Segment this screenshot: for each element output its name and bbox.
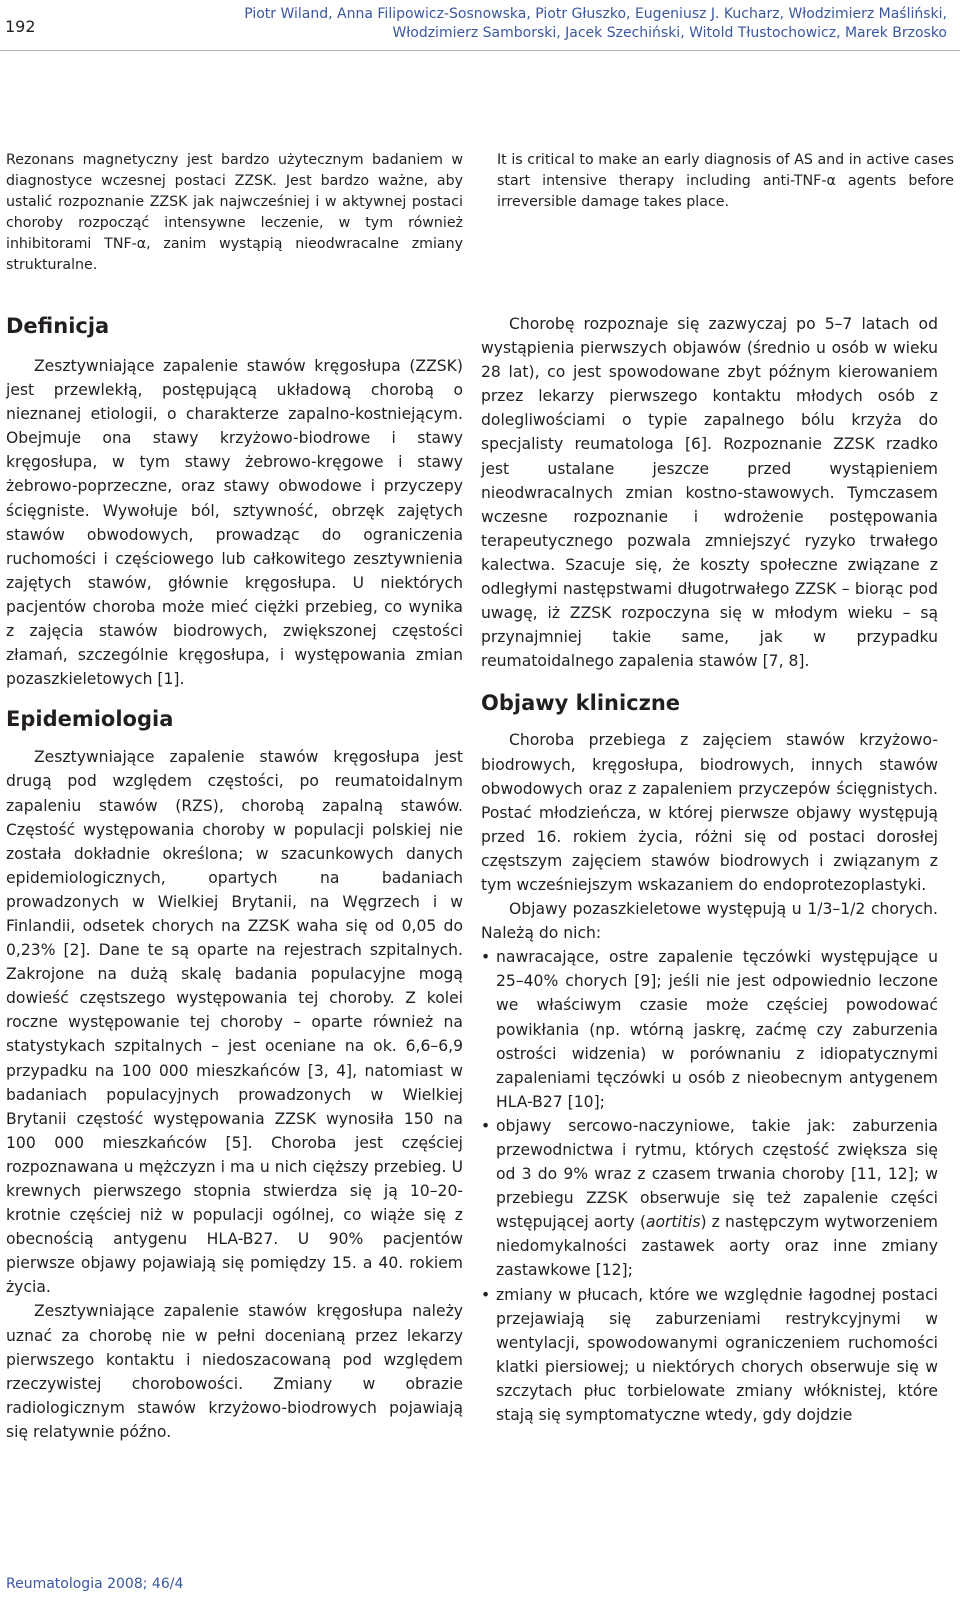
diagnosis-paragraph: Chorobę rozpoznaje się zazwyczaj po 5–7 latach od wystąpienia pierwszych objawów (średnio u osób w wieku 28 lat), co jest spowodowane zbyt późnym kierowaniem przez lekarzy pierwszego kontaktu młodych osób z dolegliwościami o typie zapalnego bólu krzyża do specjalisty reumatologa [6]. Rozpoznanie ZZSK rzadko jest ustalane jeszcze przed wystąpieniem nieodwracalnych zmian kostno-stawowych. Tymczasem wczesne rozpoznanie i wdrożenie postępowania terapeutycznego pozwala zmniejszyć ryzyko trwałego kalectwa. Szacuje się, że koszty społeczne związane z odległymi następstwami długotrwałego ZZSK – biorąc pod uwagę, iż ZZSK rozpoczyna się w młodym wieku – są przynajmniej takie same, jak w przypadku reumatoidalnego zapalenia stawów [7, 8].: [481, 315, 938, 671]
extra-skeletal-symptoms-list: [481, 945, 938, 1427]
authors-line-1: Piotr Wiland, Anna Filipowicz-Sosnowska, Piotr Głuszko, Eugeniusz J. Kucharz, Włodzimierz Maśliński,: [244, 6, 947, 22]
list-item: • nawracające, ostre zapalenie tęczówki występujące u 25–40% chorych [9]; jeśli nie jest odpowiednio leczone we właściwym czasie może częściej powodować powikłania (np. wtórną jaskrę, zaćmę czy zaburzenia ostrości widzenia) w porównaniu z idiopatycznymi zapaleniami tęczówki u osób z nieobecnym antygenem HLA-B27 [10];: [481, 945, 938, 1114]
epidemiology-paragraph-2: Zesztywniające zapalenie stawów kręgosłupa należy uznać za chorobę nie w pełni docenianą przez lekarzy pierwszego kontaktu i niedoszacowaną pod względem rzeczywistej chorobowości. Zmiany w obrazie radiologicznym stawów krzyżowo-biodrowych pojawiają się relatywnie późno.: [6, 1302, 463, 1441]
running-head-authors: [227, 5, 947, 43]
left-column: [6, 312, 463, 1444]
abstract-polish-conclusion: Rezonans magnetyczny jest bardzo użytecznym badaniem w diagnostyce wczesnej postaci ZZSK. Jest bardzo ważne, aby ustalić rozpoznanie ZZSK jak najwcześniej i w aktywnej postaci choroby rozpocząć intensywne leczenie, w tym również inhibitorami TNF-α, zanim wystąpią nieodwracalne zmiany strukturalne.: [6, 152, 463, 273]
heading-clinical-symptoms: Objawy kliniczne: [481, 691, 681, 716]
bullet-italic-term: aortitis: [645, 1213, 701, 1232]
heading-definition: Definicja: [6, 314, 110, 338]
heading-epidemiology: Epidemiologia: [6, 707, 174, 732]
epidemiology-paragraph-1: Zesztywniające zapalenie stawów kręgosłupa jest drugą pod względem częstości, po reumatoidalnym zapaleniu stawów (RZS), chorobą zapalną stawów. Częstość występowania choroby w populacji polskiej nie została dokładnie określona; w szacunkowych danych epidemiologicznych, opartych na badaniach prowadzonych w Wielkiej Brytanii, na Węgrzech i w Finlandii, odsetek chorych na ZZSK waha się od 0,05 do 0,23% [2]. Dane te są oparte na rejestrach szpitalnych. Zakrojone na dużą skalę badania populacyjne mogą dowieść częstszego występowania tej choroby. Z kolei roczne występowanie tej choroby – oparte również na statystykach szpitalnych – jest oceniane na ok. 6,6–6,9 przypadku na 100 000 mieszkańców [3, 4], natomiast w badaniach populacyjnych prowadzonych w Wielkiej Brytanii częstość występowania ZZSK wynosiła 150 na 100 000 mieszkańców [5]. Choroba jest częściej rozpoznawana u mężczyzn i ma u nich cięższy przebieg. U krewnych pierwszego stopnia stwierdza się ją 10–20-krotnie częściej niż w populacji ogólnej, co wiąże się z obecnością antygenu HLA-B27. U 90% pacjentów pierwsze objawy pojawiają się pomiędzy 15. a 40. rokiem życia.: [6, 748, 463, 1297]
bullet-text: objawy sercowo-naczyniowe, takie jak: zaburzenia przewodnictwa i rytmu, których częstość zwiększa się od 3 do 9% wraz z czasem trwania choroby [11, 12]; w przebiegu ZZSK obserwuje się też zapalenie części wstępującej aorty (: [496, 1116, 938, 1232]
definition-paragraph: Zesztywniające zapalenie stawów kręgosłupa (ZZSK) jest przewlekłą, postępującą układową chorobą o nieznanej etiologii, o charakterze zapalno-kostniejącym. Obejmuje ona stawy krzyżowo-biodrowe i stawy kręgosłupa, w tym stawy żebrowo-kręgowe i stawy żebrowo-poprzeczne, oraz stawy obwodowe i przyczepy ścięgniste. Wywołuje ból, sztywność, obrzęk zajętych stawów obwodowych, prowadząc do ograniczenia ruchomości i częściowego lub całkowitego zesztywnienia zajętych stawów, głównie kręgosłupa. U niektórych pacjentów choroba może mieć ciężki przebieg, co wynika z zajęcia stawów biodrowych, zwiększonej częstości złamań, szczególnie kręgosłupa, i występowania zmian pozaszkieletowych [1].: [6, 357, 463, 689]
clinical-paragraph-2: Objawy pozaszkieletowe występują u 1/3–1/2 chorych. Należą do nich:: [481, 900, 938, 943]
right-column: [481, 312, 938, 1427]
abstract-english-conclusion: It is critical to make an early diagnosis of AS and in active cases start intensive therapy including anti-TNF-α agents before irreversible damage takes place.: [497, 152, 954, 210]
authors-line-2: Włodzimierz Samborski, Jacek Szechiński, Witold Tłustochowicz, Marek Brzosko: [392, 25, 947, 41]
page-header: [0, 0, 960, 51]
journal-footer: Reumatologia 2008; 46/4: [6, 1576, 184, 1592]
clinical-paragraph-1: Choroba przebiega z zajęciem stawów krzyżowo-biodrowych, kręgosłupa, biodrowych, innych stawów obwodowych oraz z zapaleniem przyczepów ścięgnistych. Postać młodzieńcza, w której pierwsze objawy występują przed 16. rokiem życia, różni się od postaci dorosłej częstszym zajęciem stawów biodrowych i związanym z tym wcześniejszym wskazaniem do endoprotezoplastyki.: [481, 731, 938, 894]
page-number: 192: [5, 17, 36, 36]
list-item: • zmiany w płucach, które we względnie łagodnej postaci przejawiają się zaburzeniami restrykcyjnymi w wentylacji, spowodowanymi ograniczeniem ruchomości klatki piersiowej; u niektórych chorych obserwuje się w szczytach płuc torbielowate zmiany włóknistej, które stają się symptomatyczne wtedy, gdy dojdzie: [481, 1283, 938, 1428]
bullet-text: ) z następczym wytworzeniem niedomykalności zastawek aorty oraz inne zmiany zastawkowe [12];: [496, 1213, 938, 1280]
list-item: [481, 1114, 938, 1283]
